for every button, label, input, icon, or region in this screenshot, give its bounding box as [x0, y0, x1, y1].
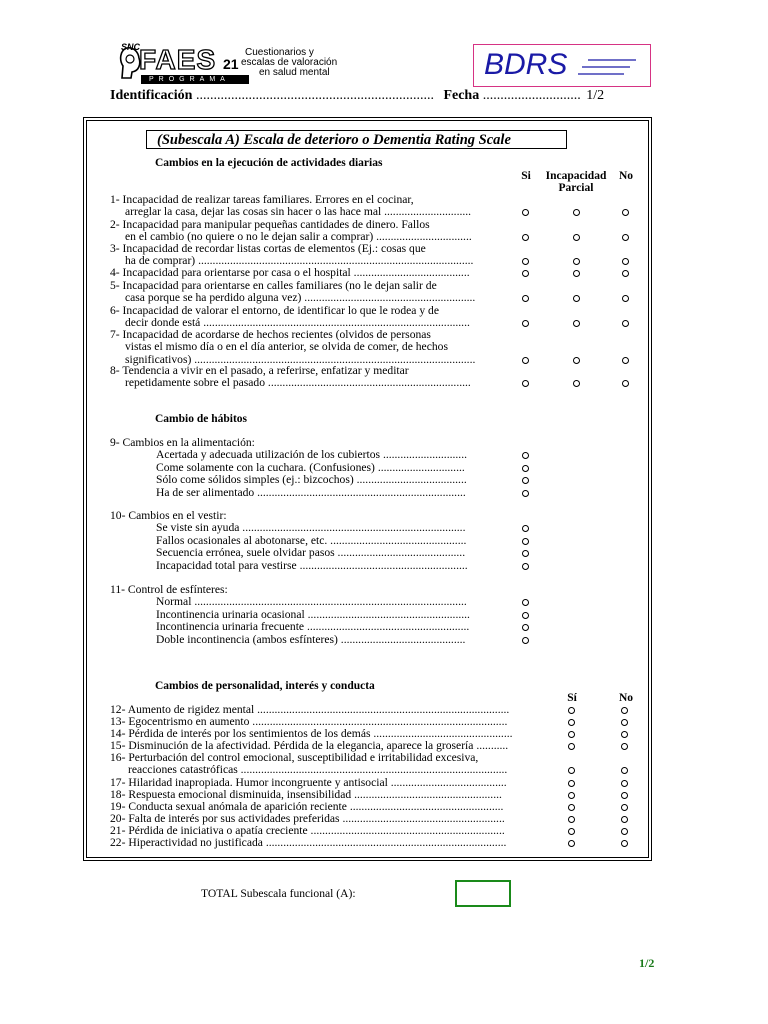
- id-field[interactable]: ....................................................................: [195, 88, 434, 103]
- speed-lines-icon: [578, 58, 638, 78]
- item-text: repetidamente sobre el pasado ......................................................................: [125, 376, 471, 390]
- col-si-3: Sí: [567, 692, 577, 704]
- date-label: Fecha: [443, 88, 480, 103]
- section1-title: Cambios en la ejecución de actividades diarias: [155, 157, 383, 169]
- option-text: Sólo come sólidos simples (ej.: bizcochos) ......................................: [156, 473, 467, 487]
- item-text: 17- Hilaridad inapropiada. Humor incongruente y antisocial ........................................: [110, 776, 507, 789]
- radio-si[interactable]: [568, 804, 575, 811]
- header-page-number: 1/2: [586, 88, 605, 103]
- item-text: 16- Perturbación del control emocional, susceptibilidad e irritabilidad excesiva,: [110, 751, 479, 764]
- group-heading: 10- Cambios en el vestir:: [110, 509, 227, 522]
- item-text: decir donde está ............................................................................................: [125, 316, 470, 330]
- section3-title: Cambios de personalidad, interés y conducta: [155, 680, 375, 692]
- radio-no[interactable]: [621, 780, 628, 787]
- option-text: Ha de ser alimentado ........................................................................: [156, 485, 466, 499]
- radio-no[interactable]: [622, 270, 629, 277]
- radio-no[interactable]: [621, 707, 628, 714]
- radio-si[interactable]: [568, 743, 575, 750]
- option-text: Incapacidad total para vestirse ..........................................................: [156, 558, 468, 572]
- bdrs-badge: [473, 44, 651, 87]
- item-text: ha de comprar) ...............................................................................................: [125, 254, 474, 268]
- radio-si[interactable]: [522, 270, 529, 277]
- item-text: 5- Incapacidad para orientarse en calles familiares (no le dejan salir de: [110, 279, 437, 292]
- item-text: vistas el mismo día o en el día anterior, se olvida de comer, de hechos: [125, 340, 448, 354]
- radio-no[interactable]: [622, 357, 629, 364]
- faes-logo: [117, 42, 357, 88]
- total-label: TOTAL Subescala funcional (A):: [201, 887, 356, 900]
- item-text: casa porque se ha perdido alguna vez) ...........................................................: [125, 291, 476, 305]
- identification-line: [110, 88, 604, 104]
- logo-number: 21: [223, 56, 239, 72]
- radio-no[interactable]: [621, 719, 628, 726]
- item-text: 12- Aumento de rigidez mental .......................................................................................: [110, 703, 510, 716]
- radio-si[interactable]: [568, 840, 575, 847]
- item-text: 2- Incapacidad para manipular pequeñas cantidades de dinero. Fallos: [110, 218, 430, 231]
- item-text: arreglar la casa, dejar las cosas sin hacer o las hace mal ..............................: [125, 205, 472, 219]
- radio-parcial[interactable]: [573, 270, 580, 277]
- option-text: Fallos ocasionales al abotonarse, etc. ...............................................: [156, 533, 467, 547]
- radio-si[interactable]: [568, 731, 575, 738]
- bdrs-label: BDRS: [484, 48, 568, 81]
- item-text: 6- Incapacidad de valorar el entorno, de identificar lo que le rodea y de: [110, 304, 439, 317]
- item-text: 1- Incapacidad de realizar tareas familiares. Errores en el cocinar,: [110, 193, 414, 206]
- radio-si[interactable]: [568, 828, 575, 835]
- logo-faes: FAES: [139, 44, 217, 75]
- item-text: 13- Egocentrismo en aumento ........................................................................................: [110, 715, 508, 728]
- radio-no[interactable]: [621, 828, 628, 835]
- footer-page-number: 1/2: [639, 956, 655, 970]
- option-text: Incontinencia urinaria ocasional ........................................................: [156, 607, 470, 621]
- total-input[interactable]: [455, 880, 511, 907]
- radio-option[interactable]: [522, 538, 529, 545]
- option-text: Come solamente con la cuchara. (Confusiones) ..............................: [156, 460, 465, 474]
- group-heading: 11- Control de esfínteres:: [110, 583, 228, 596]
- radio-no[interactable]: [621, 792, 628, 799]
- radio-no[interactable]: [621, 743, 628, 750]
- col-incapacidad: Incapacidad Parcial: [545, 170, 607, 194]
- date-field[interactable]: ............................: [482, 88, 581, 103]
- radio-si[interactable]: [522, 357, 529, 364]
- subscale-title: (Subescala A) Escala de deterioro o Dementia Rating Scale: [146, 130, 567, 149]
- section2-title: Cambio de hábitos: [155, 413, 248, 425]
- radio-option[interactable]: [522, 465, 529, 472]
- logo-snc: SNC: [121, 42, 141, 52]
- item-text: 7- Incapacidad de acordarse de hechos recientes (olvidos de personas: [110, 328, 431, 341]
- radio-option[interactable]: [522, 612, 529, 619]
- radio-parcial[interactable]: [573, 357, 580, 364]
- item-text: 3- Incapacidad de recordar listas cortas de elementos (Ej.: cosas que: [110, 242, 426, 255]
- logo-tagline: Cuestionarios y escalas de valoración en salud mental: [241, 47, 338, 78]
- id-label: Identificación: [110, 88, 193, 103]
- radio-no[interactable]: [621, 816, 628, 823]
- item-text: 4- Incapacidad para orientarse por casa o el hospital ........................................: [110, 266, 470, 279]
- option-text: Incontinencia urinaria frecuente ........................................................: [156, 620, 470, 634]
- option-text: Se viste sin ayuda .............................................................................: [156, 521, 466, 535]
- radio-option[interactable]: [522, 490, 529, 497]
- option-text: Normal ..............................................................................................: [156, 595, 467, 609]
- col-si: Si: [521, 170, 531, 182]
- radio-si[interactable]: [568, 792, 575, 799]
- radio-si[interactable]: [568, 780, 575, 787]
- radio-no[interactable]: [621, 840, 628, 847]
- item-text: en el cambio (no quiere o no le dejan salir a comprar) .................................: [125, 230, 472, 244]
- option-text: Secuencia errónea, suele olvidar pasos ............................................: [156, 546, 466, 560]
- radio-si[interactable]: [568, 816, 575, 823]
- radio-option[interactable]: [522, 563, 529, 570]
- col-no-3: No: [618, 692, 634, 704]
- item-text: 19- Conducta sexual anómala de aparición reciente .....................................................: [110, 800, 504, 813]
- radio-option[interactable]: [522, 637, 529, 644]
- item-text: 15- Disminución de la afectividad. Pérdida de la elegancia, aparece la grosería ...........: [110, 739, 509, 752]
- group-heading: 9- Cambios en la alimentación:: [110, 436, 255, 449]
- logo-programa: PROGRAMA: [141, 75, 249, 84]
- item-text: 22- Hiperactividad no justificada ...................................................................................: [110, 836, 507, 849]
- item-text: 14- Pérdida de interés por los sentimientos de los demás ................................................: [110, 727, 513, 740]
- option-text: Doble incontinencia (ambos esfínteres) ...........................................: [156, 632, 466, 646]
- radio-no[interactable]: [621, 731, 628, 738]
- item-text: 21- Pérdida de iniciativa o apatía creciente ...................................................................: [110, 824, 505, 837]
- radio-no[interactable]: [621, 804, 628, 811]
- radio-si[interactable]: [568, 719, 575, 726]
- item-text: significativos) .................................................................................................: [125, 352, 476, 366]
- option-text: Acertada y adecuada utilización de los cubiertos .............................: [156, 448, 467, 462]
- col-no: No: [618, 170, 634, 182]
- radio-si[interactable]: [568, 707, 575, 714]
- item-text: reacciones catastróficas ............................................................................................: [128, 763, 508, 777]
- item-text: 18- Respuesta emocional disminuida, insensibilidad ...................................................: [110, 788, 502, 801]
- item-text: 8- Tendencia a vivir en el pasado, a referirse, enfatizar y meditar: [110, 364, 409, 377]
- item-text: 20- Falta de interés por sus actividades preferidas ........................................................: [110, 812, 505, 825]
